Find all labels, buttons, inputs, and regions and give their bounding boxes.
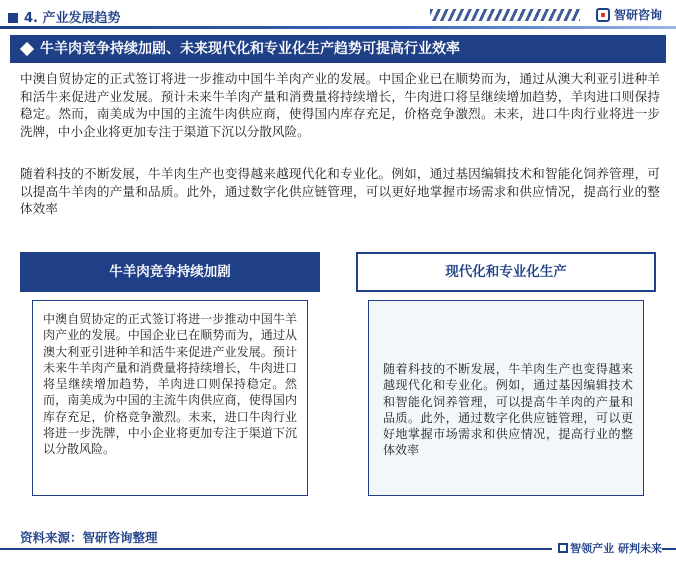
square-bullet-icon [8,13,18,23]
banner [10,35,666,63]
panel-modernization [356,252,656,502]
panel-competition [20,252,320,502]
decorative-stripes [430,9,580,21]
top-bar [0,0,676,30]
diamond-icon [20,42,34,56]
banner-title: 牛羊肉竞争持续加剧、未来现代化和专业化生产趋势可提高行业效率 [40,41,460,57]
source-note: 资料来源：智研咨询整理 [20,530,158,545]
section-title [8,7,121,26]
panel-competition-body: 中澳自贸协定的正式签订将进一步推动中国牛羊肉产业的发展。中国企业已在顺势而为，通过从澳大利亚引进种羊和活牛来促进产业发展。预计未来牛羊肉产量和消费量将持续增长，牛肉进口将呈继续增加趋势，羊肉进口则保持稳定。然而，南美成为中国的主流牛肉供应商，使得国内库存充足，价格竞争激烈。未来，进口牛肉行业将进一步洗牌，中小企业将更加专注于渠道下沉以分散风险。 [32,300,308,496]
brand-name: 智研咨询 [613,8,662,22]
footer-slogan [552,540,662,556]
intro-paragraph-2: 随着科技的不断发展，牛羊肉生产也变得越来越现代化和专业化。例如，通过基因编辑技术和智能化饲养管理，可以提高牛羊肉的产量和品质。此外，通过数字化供应链管理，可以更好地掌握市场需求和供应情况，提高行业的整体效率 [20,166,660,216]
section-title-text: 4. 产业发展趋势 [24,11,121,26]
panel-modernization-body: 随着科技的不断发展，牛羊肉生产也变得越来越现代化和专业化。例如，通过基因编辑技术和智能化饲养管理，可以提高牛羊肉的产量和品质。此外，通过数字化供应链管理，可以更好地掌握市场需求和供应情况，提高行业的整体效率 [368,300,644,496]
brand [596,6,662,23]
slogan-text: 智领产业 研判未来 [570,542,662,555]
panel-modernization-title: 现代化和专业化生产 [356,252,656,292]
panel-competition-title: 牛羊肉竞争持续加剧 [20,252,320,292]
slogan-logo-icon [558,543,568,553]
top-divider [0,26,676,29]
brand-logo-icon [596,8,610,22]
intro-paragraph-1: 中澳自贸协定的正式签订将进一步推动中国牛羊肉产业的发展。中国企业已在顺势而为，通过从澳大利亚引进种羊和活牛来促进产业发展。预计未来牛羊肉产量和消费量将持续增长，牛肉进口将呈继续增加趋势，羊肉进口则保持稳定。然而，南美成为中国的主流牛肉供应商，使得国内库存充足，价格竞争激烈。未来，进口牛肉行业将进一步洗牌，中小企业将更加专注于渠道下沉以分散风险。 [20,71,660,139]
